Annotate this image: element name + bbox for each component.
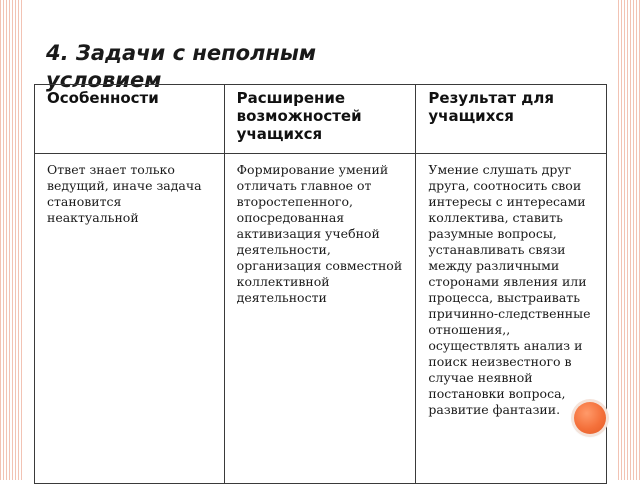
left-stripe-border <box>0 0 22 480</box>
cell-expanding-abilities: Формирование умений отличать главное от второстепенного, опосредованная активизация учебной деятельности, организация совместной коллективной деятельности <box>224 154 416 484</box>
table-header-row <box>35 85 607 154</box>
features-table <box>34 84 607 484</box>
header-expanding-abilities: Расширение возможностей учащихся <box>224 85 416 154</box>
header-student-result: Результат для учащихся <box>416 85 607 154</box>
table-row <box>35 154 607 484</box>
cell-student-result: Умение слушать друг друга, соотносить свои интересы с интересами коллектива, ставить разумные вопросы, устанавливать связи между различными сторонами явления или процесса, выстраивать причинно-следственные отношения,, осуществлять анализ и поиск неизвестного в случае неявной постановки вопроса, развитие фантазии. <box>416 154 607 484</box>
slide-title: 4. Задачи с неполным условием <box>46 41 317 92</box>
cell-features: Ответ знает только ведущий, иначе задача становится неактуальной <box>35 154 225 484</box>
right-stripe-border <box>618 0 640 480</box>
next-slide-button[interactable] <box>574 402 606 434</box>
header-features: Особенности <box>35 85 225 154</box>
